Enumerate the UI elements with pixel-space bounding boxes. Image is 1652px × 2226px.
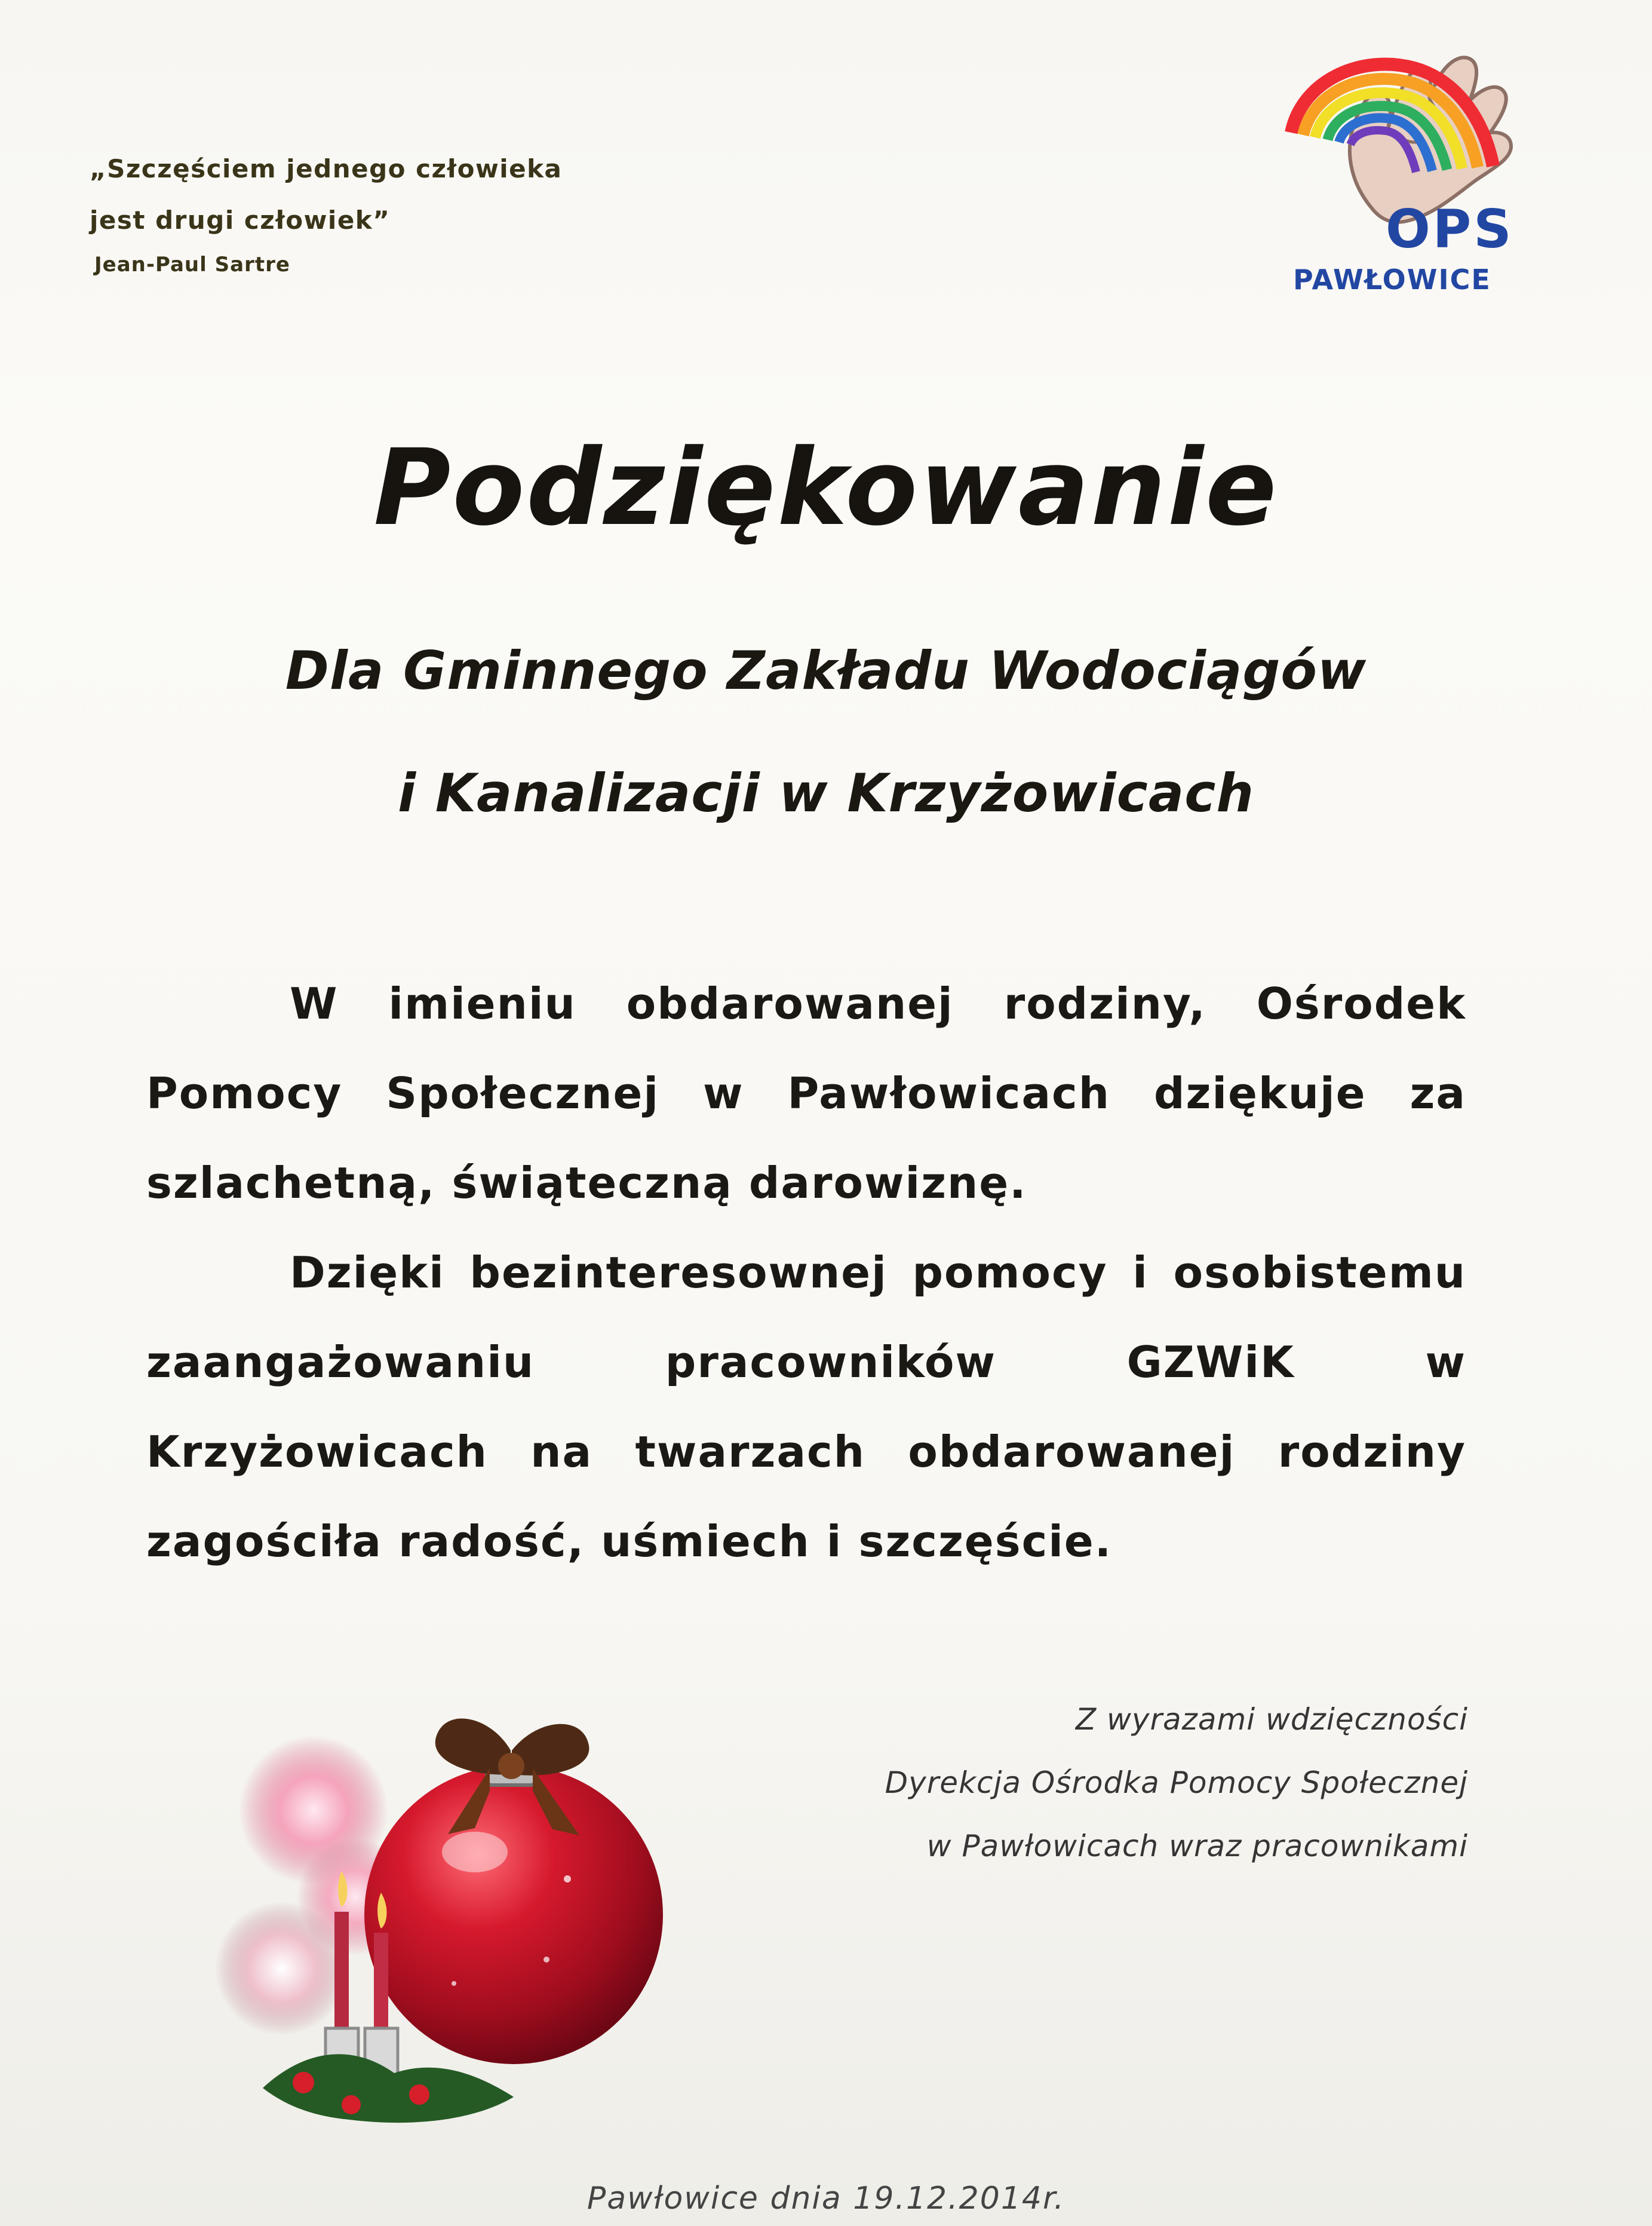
recipient-line: i Kanalizacji w Krzyżowicach xyxy=(397,762,1255,824)
quote-line: „Szczęściem jednego człowieka xyxy=(90,154,563,183)
signature-line: Z wyrazami wdzięczności xyxy=(1075,1702,1468,1737)
signature-block xyxy=(811,1688,1468,1878)
recipient-line: Dla Gminnego Zakładu Wodociągów xyxy=(285,640,1367,701)
body-paragraph: W imieniu obdarowanej rodziny, Ośrodek Pomocy Społecznej w Pawłowicach dziękuje za szlachetną, świąteczną darowiznę. xyxy=(146,979,1466,1208)
signature-line: Dyrekcja Ośrodka Pomocy Społecznej xyxy=(885,1765,1468,1800)
ops-logo xyxy=(1260,42,1541,311)
quote-block xyxy=(90,143,657,283)
christmas-ornament-icon xyxy=(203,1661,693,2151)
logo-abbreviation: OPS xyxy=(1386,198,1514,260)
place-date: Pawłowice dnia 19.12.2014r. xyxy=(587,2181,1065,2216)
quote-author: Jean-Paul Sartre xyxy=(94,253,290,277)
quote-line: jest drugi człowiek” xyxy=(90,206,391,235)
logo-city: PAWŁOWICE xyxy=(1293,263,1491,296)
signature-line: w Pawłowicach wraz pracownikami xyxy=(926,1829,1468,1863)
letter-body xyxy=(146,959,1466,1586)
page-title: Podziękowanie xyxy=(373,427,1279,549)
body-paragraph: Dzięki bezinteresownej pomocy i osobistemu zaangażowaniu pracowników GZWiK w Krzyżowicach na twarzach obdarowanej rodziny zagościła radość, uśmiech i szczęście. xyxy=(146,1247,1466,1566)
recipient-block xyxy=(0,609,1652,854)
